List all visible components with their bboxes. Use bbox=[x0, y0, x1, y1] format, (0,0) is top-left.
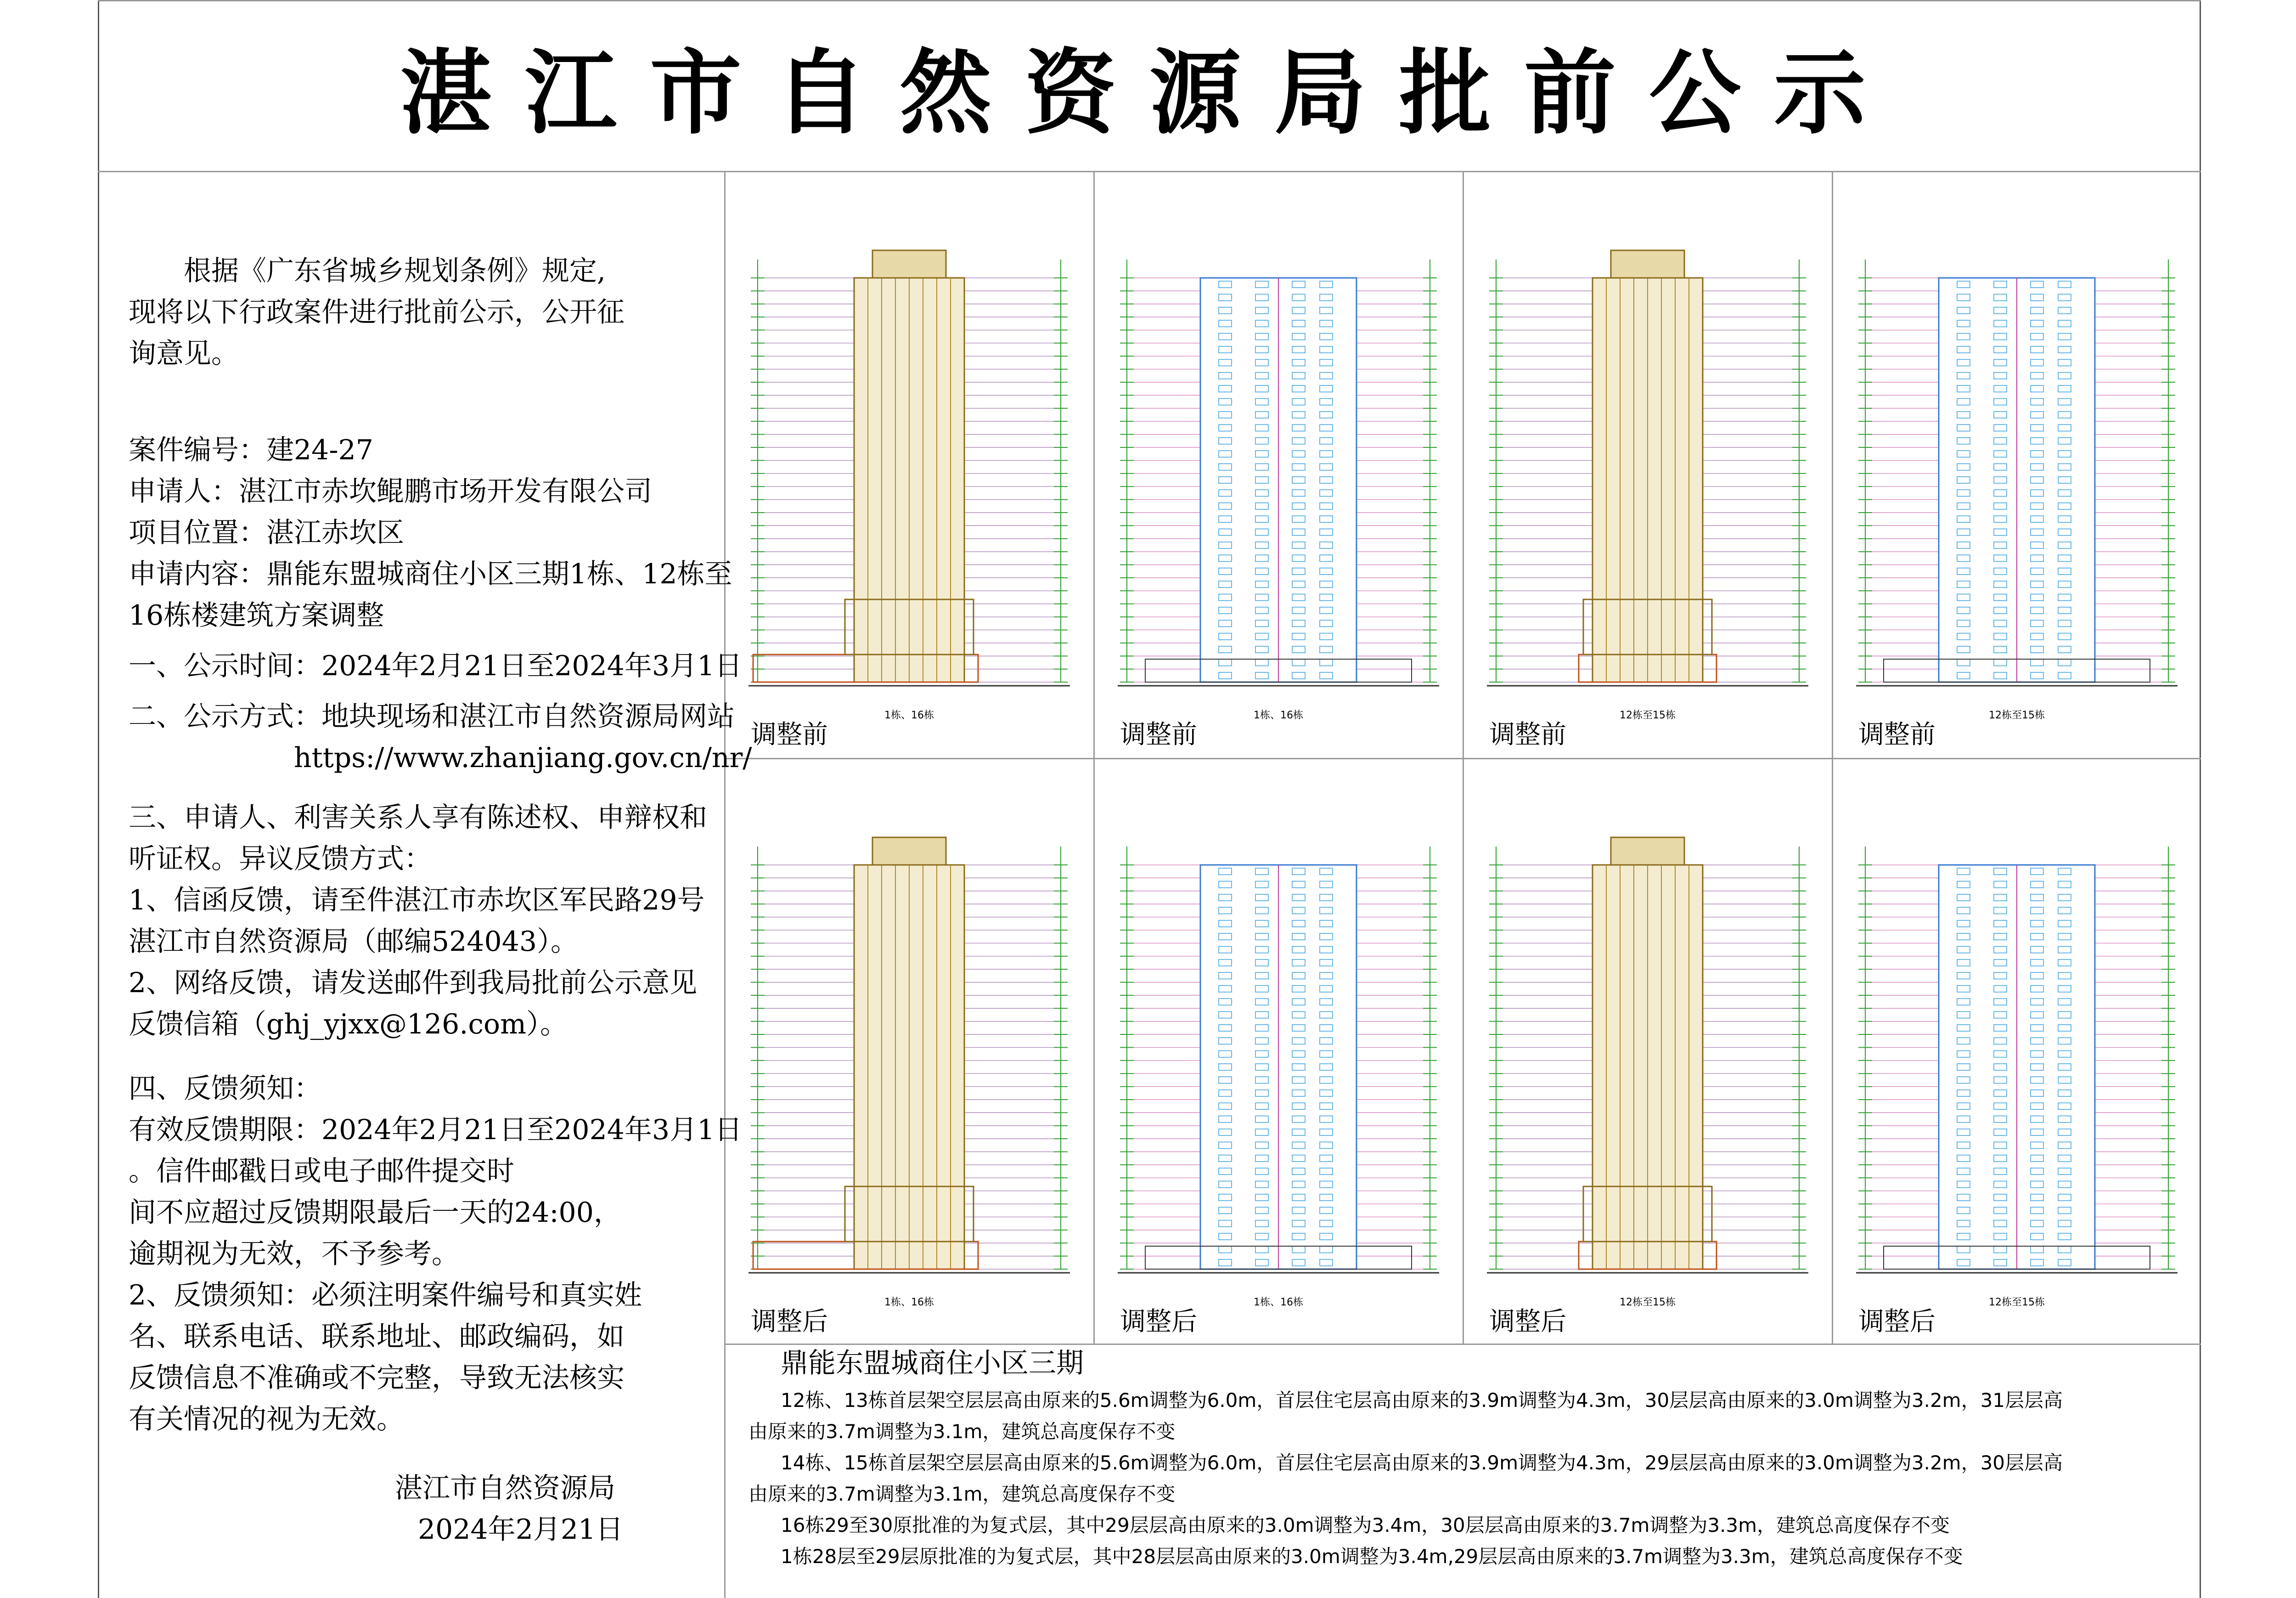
signature-date: 2024年2月21日 bbox=[418, 1513, 624, 1546]
case-location: 项目位置：湛江赤坎区 bbox=[129, 517, 404, 549]
drawing-caption: 12栋至15栋 bbox=[1989, 710, 2045, 721]
rights-line: 听证权。异议反馈方式： bbox=[129, 843, 432, 875]
feedback-line: 。信件邮戳日或电子邮件提交时 bbox=[129, 1155, 514, 1187]
note-line: 1栋28层至29层原批准的为复式层，其中28层层高由原来的3.0m调整为3.4m,29层层高由原来的3.7m调整为3.3m，建筑总高度保存不变 bbox=[781, 1545, 1963, 1568]
after-label: 调整后 bbox=[1489, 1307, 1566, 1337]
intro-line: 现将以下行政案件进行批前公示，公开征 bbox=[129, 296, 625, 328]
adjustment-notes bbox=[748, 1385, 2186, 1572]
project-title: 鼎能东盟城商住小区三期 bbox=[781, 1347, 1084, 1379]
elevation-panel bbox=[1833, 172, 2200, 756]
feedback-line: 逾期视为无效，不予参考。 bbox=[129, 1238, 459, 1270]
elevation-drawing bbox=[726, 172, 1093, 756]
feedback-line: 有效反馈期限：2024年2月21日至2024年3月1日 bbox=[129, 1114, 743, 1146]
elevation-panel bbox=[1095, 172, 1462, 756]
note-line: 由原来的3.7m调整为3.1m，建筑总高度保存不变 bbox=[748, 1420, 1176, 1443]
intro-line: 根据《广东省城乡规划条例》规定, bbox=[184, 255, 606, 287]
roof-crown bbox=[1611, 250, 1684, 278]
elevation-panel bbox=[1464, 759, 1831, 1343]
roof-crown bbox=[872, 250, 946, 278]
case-applicant: 申请人：湛江市赤坎鲲鹏市场开发有限公司 bbox=[129, 475, 652, 508]
elevation-drawing bbox=[1833, 172, 2200, 756]
elevation-drawing bbox=[1095, 759, 1462, 1343]
drawing-caption: 12栋至15栋 bbox=[1989, 1297, 2045, 1308]
elevation-panel bbox=[726, 759, 1093, 1343]
before-label: 调整前 bbox=[1858, 720, 1936, 750]
feedback-line: 2、反馈须知：必须注明案件编号和真实姓 bbox=[129, 1279, 642, 1311]
elevation-drawing bbox=[726, 759, 1093, 1343]
note-line: 14栋、15栋首层架空层层高由原来的5.6m调整为6.0m，首层住宅层高由原来的3.9m调整为4.3m，29层层高由原来的3.0m调整为3.2m，30层层高 bbox=[781, 1451, 2063, 1474]
elevation-drawing bbox=[1464, 759, 1831, 1343]
elevation-drawing bbox=[1095, 172, 1462, 756]
rights-line: 2、网络反馈，请发送邮件到我局批前公示意见 bbox=[129, 967, 698, 999]
elevation-drawing bbox=[1833, 759, 2200, 1343]
elevation-panel bbox=[726, 172, 1093, 756]
elevation-panel bbox=[1464, 172, 1831, 756]
drawing-caption: 1栋、16栋 bbox=[1254, 1297, 1303, 1308]
publicity-method: 二、公示方式：地块现场和湛江市自然资源局网站 bbox=[129, 700, 735, 733]
rights-line: 反馈信箱（ghj_yjxx@126.com）。 bbox=[129, 1008, 568, 1040]
roof-crown bbox=[872, 837, 946, 865]
after-label: 调整后 bbox=[1858, 1307, 1936, 1337]
after-label: 调整后 bbox=[751, 1307, 828, 1337]
page-title: 湛江市自然资源局批前公示 bbox=[400, 40, 1899, 147]
website-link[interactable]: https://www.zhanjiang.gov.cn/nr/ bbox=[294, 742, 752, 774]
intro-line: 询意见。 bbox=[129, 338, 239, 370]
feedback-line: 间不应超过反馈期限最后一天的24:00， bbox=[129, 1197, 621, 1229]
elevation-panel bbox=[1095, 759, 1462, 1343]
rights-line: 三、申请人、利害关系人享有陈述权、申辩权和 bbox=[129, 802, 707, 834]
before-label: 调整前 bbox=[1120, 720, 1197, 750]
rights-line: 湛江市自然资源局（邮编524043）。 bbox=[129, 926, 579, 958]
case-content: 申请内容：鼎能东盟城商住小区三期1栋、12栋至 bbox=[129, 558, 732, 590]
elevation-panel bbox=[1833, 759, 2200, 1343]
before-label: 调整前 bbox=[1489, 720, 1566, 750]
feedback-line: 反馈信息不准确或不完整，导致无法核实 bbox=[129, 1362, 625, 1394]
elevation-drawing bbox=[1464, 172, 1831, 756]
note-line: 16栋29至30原批准的为复式层，其中29层层高由原来的3.0m调整为3.4m，30层层高由原来的3.7m调整为3.3m，建筑总高度保存不变 bbox=[781, 1514, 1950, 1536]
publicity-time: 一、公示时间：2024年2月21日至2024年3月1日 bbox=[129, 650, 743, 682]
note-line: 12栋、13栋首层架空层层高由原来的5.6m调整为6.0m，首层住宅层高由原来的3.9m调整为4.3m，30层层高由原来的3.0m调整为3.2m，31层层高 bbox=[781, 1389, 2063, 1412]
case-content: 16栋楼建筑方案调整 bbox=[129, 599, 384, 632]
signature-org: 湛江市自然资源局 bbox=[395, 1472, 615, 1504]
case-number: 案件编号：建24-27 bbox=[129, 434, 373, 466]
drawing-caption: 12栋至15栋 bbox=[1620, 710, 1676, 721]
notice-text bbox=[129, 250, 752, 1550]
before-label: 调整前 bbox=[751, 720, 828, 750]
feedback-line: 四、反馈须知： bbox=[129, 1073, 321, 1105]
feedback-line: 有关情况的视为无效。 bbox=[129, 1403, 404, 1435]
note-line: 由原来的3.7m调整为3.1m，建筑总高度保存不变 bbox=[748, 1483, 1176, 1505]
drawing-caption: 1栋、16栋 bbox=[884, 710, 934, 721]
drawing-caption: 1栋、16栋 bbox=[1254, 710, 1303, 721]
roof-crown bbox=[1611, 837, 1684, 865]
drawing-caption: 1栋、16栋 bbox=[884, 1297, 934, 1308]
feedback-line: 名、联系电话、联系地址、邮政编码，如 bbox=[129, 1321, 625, 1353]
rights-line: 1、信函反馈，请至件湛江市赤坎区军民路29号 bbox=[129, 884, 705, 916]
after-label: 调整后 bbox=[1120, 1307, 1197, 1337]
drawing-caption: 12栋至15栋 bbox=[1620, 1297, 1676, 1308]
